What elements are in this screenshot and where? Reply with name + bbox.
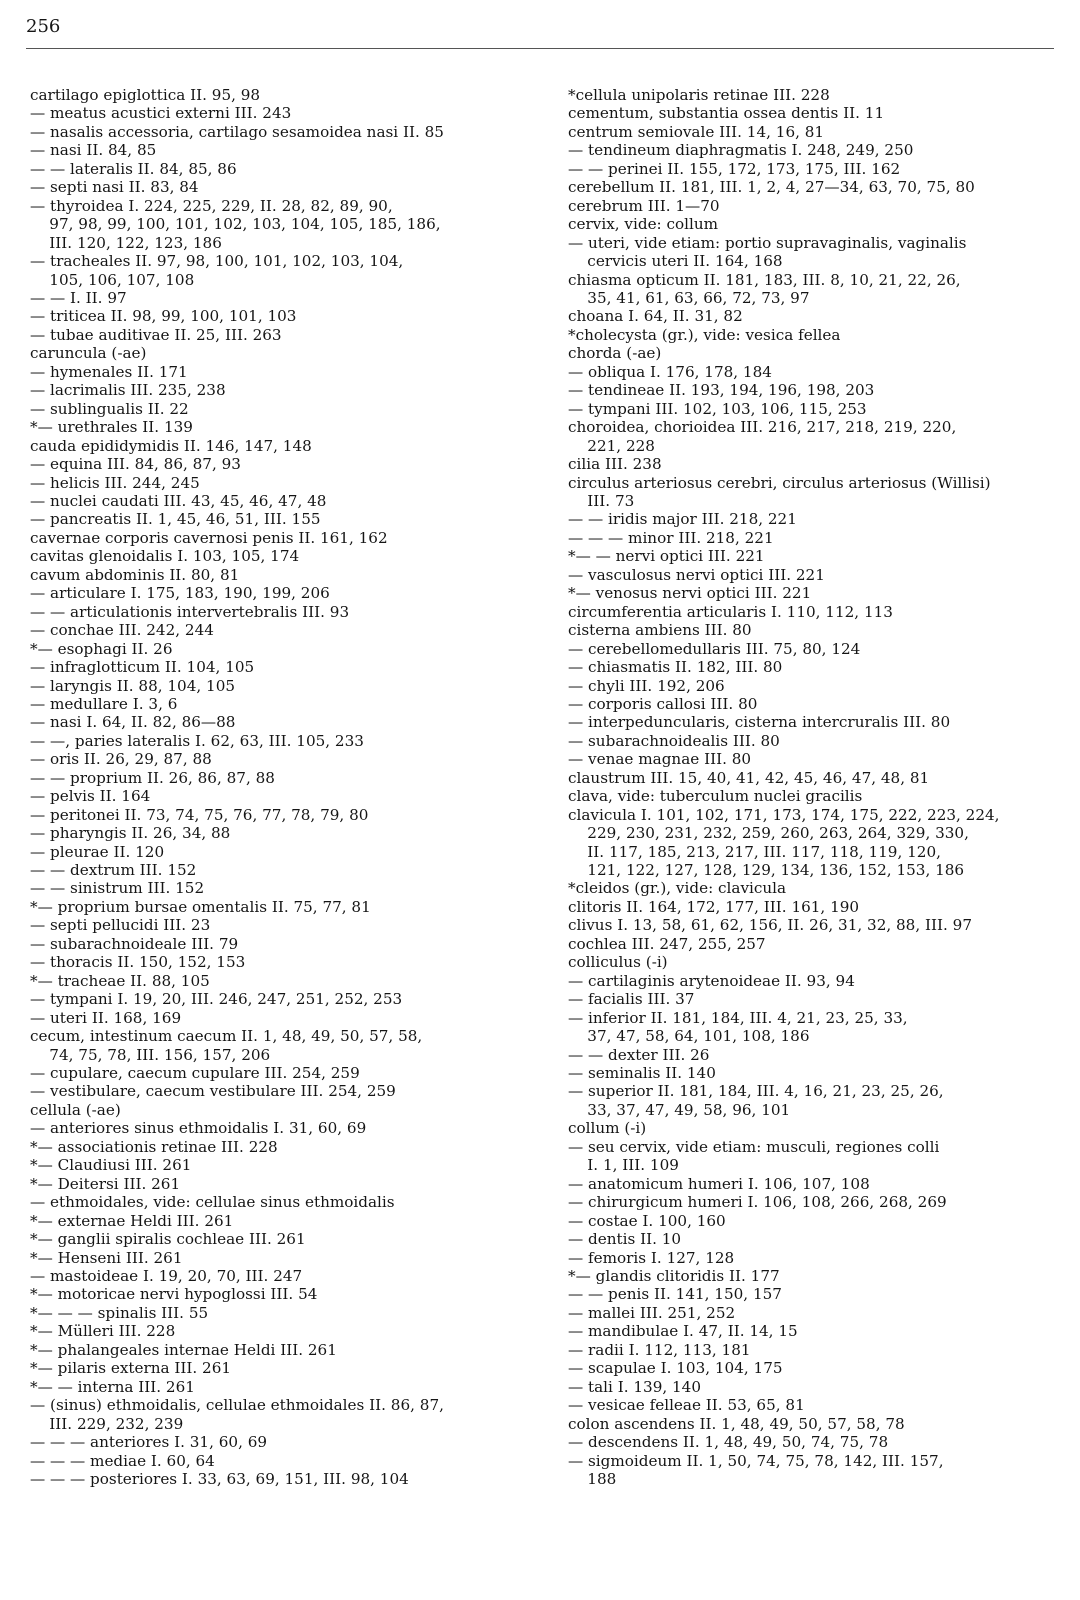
index-entry: — mandibulae I. 47, II. 14, 15 <box>568 1322 798 1341</box>
index-entry: — nasi II. 84, 85 <box>30 141 157 160</box>
index-entry: — tendineum diaphragmatis I. 248, 249, 250 <box>568 141 914 160</box>
index-entry: cauda epididymidis II. 146, 147, 148 <box>30 436 312 455</box>
index-entry: — facialis III. 37 <box>568 990 695 1009</box>
index-entry: — femoris I. 127, 128 <box>568 1248 735 1267</box>
index-entry: — medullare I. 3, 6 <box>30 694 178 713</box>
index-entry: — laryngis II. 88, 104, 105 <box>30 676 236 695</box>
index-entry: — uteri, vide etiam: portio supravaginalis, vaginalis <box>568 233 967 252</box>
index-entry: *cholecysta (gr.), vide: vesica fellea <box>568 325 841 344</box>
index-entry: *— externae Heldi III. 261 <box>30 1211 234 1230</box>
index-entry: — helicis III. 244, 245 <box>30 473 200 492</box>
index-entry: — infraglotticum II. 104, 105 <box>30 658 255 677</box>
index-entry: — cerebellomedullaris III. 75, 80, 124 <box>568 639 861 658</box>
index-entry: — superior II. 181, 184, III. 4, 16, 21, 23, 25, 26, <box>568 1082 944 1101</box>
index-entry: *— proprium bursae omentalis II. 75, 77, 81 <box>30 897 371 916</box>
index-entry: — conchae III. 242, 244 <box>30 621 214 640</box>
index-column-right <box>568 86 1068 1488</box>
index-entry: — anatomicum humeri I. 106, 107, 108 <box>568 1174 870 1193</box>
index-entry: chorda (-ae) <box>568 344 662 363</box>
index-entry: — nasalis accessoria, cartilago sesamoidea nasi II. 85 <box>30 122 444 141</box>
index-entry: — — I. II. 97 <box>30 288 127 307</box>
index-entry: cisterna ambiens III. 80 <box>568 621 752 640</box>
index-entry: *— phalangeales internae Heldi III. 261 <box>30 1340 337 1359</box>
index-entry: *— ganglii spiralis cochleae III. 261 <box>30 1230 306 1249</box>
index-entry: cervix, vide: collum <box>568 215 719 234</box>
index-entry: choana I. 64, II. 31, 82 <box>568 307 743 326</box>
index-entry: *— urethrales II. 139 <box>30 418 193 437</box>
index-entry: — anteriores sinus ethmoidalis I. 31, 60, 69 <box>30 1119 367 1138</box>
index-entry: claustrum III. 15, 40, 41, 42, 45, 46, 47, 48, 81 <box>568 768 930 787</box>
index-entry: — — proprium II. 26, 86, 87, 88 <box>30 768 275 787</box>
index-entry: — nuclei caudati III. 43, 45, 46, 47, 48 <box>30 491 327 510</box>
index-entry: cecum, intestinum caecum II. 1, 48, 49, 50, 57, 58, <box>30 1027 423 1046</box>
index-entry: — — iridis major III. 218, 221 <box>568 510 797 529</box>
index-entry: — — sinistrum III. 152 <box>30 879 205 898</box>
index-entry: 229, 230, 231, 232, 259, 260, 263, 264, 329, 330, <box>568 824 969 843</box>
index-entry: caruncula (-ae) <box>30 344 147 363</box>
index-entry: 221, 228 <box>568 436 655 455</box>
index-entry: — tendineae II. 193, 194, 196, 198, 203 <box>568 381 875 400</box>
index-entry: — chiasmatis II. 182, III. 80 <box>568 658 783 677</box>
index-entry: *— — — spinalis III. 55 <box>30 1303 209 1322</box>
index-entry: — pleurae II. 120 <box>30 842 165 861</box>
index-entry: — lacrimalis III. 235, 238 <box>30 381 226 400</box>
index-entry: — cartilaginis arytenoideae II. 93, 94 <box>568 971 855 990</box>
index-entry: circulus arteriosus cerebri, circulus arteriosus (Willisi) <box>568 473 991 492</box>
index-entry: — — lateralis II. 84, 85, 86 <box>30 159 237 178</box>
index-entry: 105, 106, 107, 108 <box>30 270 195 289</box>
index-entry: cerebellum II. 181, III. 1, 2, 4, 27—34, 63, 70, 75, 80 <box>568 178 975 197</box>
index-entry: — oris II. 26, 29, 87, 88 <box>30 750 212 769</box>
index-entry: — pharyngis II. 26, 34, 88 <box>30 824 231 843</box>
index-entry: — thyroidea I. 224, 225, 229, II. 28, 82, 89, 90, <box>30 196 393 215</box>
index-entry: — — — minor III. 218, 221 <box>568 528 774 547</box>
index-entry: — thoracis II. 150, 152, 153 <box>30 953 246 972</box>
index-entry: III. 229, 232, 239 <box>30 1414 184 1433</box>
index-entry: clava, vide: tuberculum nuclei gracilis <box>568 787 863 806</box>
index-entry: — chirurgicum humeri I. 106, 108, 266, 268, 269 <box>568 1193 947 1212</box>
index-entry: — tali I. 139, 140 <box>568 1377 702 1396</box>
index-entry: — — dexter III. 26 <box>568 1045 710 1064</box>
index-entry: — descendens II. 1, 48, 49, 50, 74, 75, 78 <box>568 1433 889 1452</box>
index-entry: 97, 98, 99, 100, 101, 102, 103, 104, 105, 185, 186, <box>30 215 441 234</box>
index-entry: — —, paries lateralis I. 62, 63, III. 105, 233 <box>30 731 364 750</box>
index-entry: — chyli III. 192, 206 <box>568 676 725 695</box>
index-entry: — hymenales II. 171 <box>30 362 188 381</box>
index-entry: 188 <box>568 1469 617 1488</box>
index-entry: *— associationis retinae III. 228 <box>30 1137 278 1156</box>
index-entry: — costae I. 100, 160 <box>568 1211 726 1230</box>
index-entry: — tubae auditivae II. 25, III. 263 <box>30 325 282 344</box>
index-entry: — triticea II. 98, 99, 100, 101, 103 <box>30 307 297 326</box>
index-entry: cellula (-ae) <box>30 1100 121 1119</box>
index-entry: — interpeduncularis, cisterna intercruralis III. 80 <box>568 713 951 732</box>
index-entry: — septi nasi II. 83, 84 <box>30 178 199 197</box>
index-entry: *— Henseni III. 261 <box>30 1248 183 1267</box>
index-entry: — tracheales II. 97, 98, 100, 101, 102, 103, 104, <box>30 252 404 271</box>
index-entry: cilia III. 238 <box>568 455 662 474</box>
index-entry: III. 73 <box>568 491 635 510</box>
index-entry: choroidea, chorioidea III. 216, 217, 218, 219, 220, <box>568 418 957 437</box>
index-entry: colliculus (-i) <box>568 953 668 972</box>
index-entry: — — perinei II. 155, 172, 173, 175, III. 162 <box>568 159 901 178</box>
index-entry: *— tracheae II. 88, 105 <box>30 971 210 990</box>
index-entry: — — articulationis intervertebralis III. 93 <box>30 602 350 621</box>
page-number: 256 <box>26 16 61 37</box>
index-entry: cavernae corporis cavernosi penis II. 161, 162 <box>30 528 388 547</box>
index-entry: — vesicae felleae II. 53, 65, 81 <box>568 1396 805 1415</box>
index-entry: — (sinus) ethmoidalis, cellulae ethmoidales II. 86, 87, <box>30 1396 444 1415</box>
index-entry: — peritonei II. 73, 74, 75, 76, 77, 78, 79, 80 <box>30 805 369 824</box>
index-entry: — meatus acustici externi III. 243 <box>30 104 292 123</box>
index-entry: clitoris II. 164, 172, 177, III. 161, 190 <box>568 897 860 916</box>
index-entry: cavitas glenoidalis I. 103, 105, 174 <box>30 547 300 566</box>
index-entry: *— motoricae nervi hypoglossi III. 54 <box>30 1285 318 1304</box>
index-entry: — pancreatis II. 1, 45, 46, 51, III. 155 <box>30 510 321 529</box>
index-entry: — mallei III. 251, 252 <box>568 1303 736 1322</box>
index-entry: 37, 47, 58, 64, 101, 108, 186 <box>568 1027 810 1046</box>
index-entry: cerebrum III. 1—70 <box>568 196 720 215</box>
index-entry: circumferentia articularis I. 110, 112, 113 <box>568 602 893 621</box>
index-entry: — inferior II. 181, 184, III. 4, 21, 23, 25, 33, <box>568 1008 908 1027</box>
index-entry: cementum, substantia ossea dentis II. 11 <box>568 104 885 123</box>
index-entry: cartilago epiglottica II. 95, 98 <box>30 86 261 104</box>
index-entry: — — penis II. 141, 150, 157 <box>568 1285 782 1304</box>
index-entry: *— Claudiusi III. 261 <box>30 1156 192 1175</box>
index-entry: clavicula I. 101, 102, 171, 173, 174, 175, 222, 223, 224, <box>568 805 1000 824</box>
index-entry: — subarachnoideale III. 79 <box>30 934 239 953</box>
index-entry: — dentis II. 10 <box>568 1230 682 1249</box>
index-entry: — tympani III. 102, 103, 106, 115, 253 <box>568 399 867 418</box>
index-entry: — vasculosus nervi optici III. 221 <box>568 565 825 584</box>
index-entry: *— — interna III. 261 <box>30 1377 195 1396</box>
index-entry: — — dextrum III. 152 <box>30 861 197 880</box>
index-entry: 35, 41, 61, 63, 66, 72, 73, 97 <box>568 288 810 307</box>
index-entry: *— pilaris externa III. 261 <box>30 1359 232 1378</box>
index-entry: *— Deitersi III. 261 <box>30 1174 181 1193</box>
index-entry: — equina III. 84, 86, 87, 93 <box>30 455 241 474</box>
index-entry: 121, 122, 127, 128, 129, 134, 136, 152, 153, 186 <box>568 861 965 880</box>
index-entry: — cupulare, caecum cupulare III. 254, 259 <box>30 1064 360 1083</box>
index-entry: — obliqua I. 176, 178, 184 <box>568 362 772 381</box>
index-entry: cavum abdominis II. 80, 81 <box>30 565 240 584</box>
index-entry: *— Mülleri III. 228 <box>30 1322 176 1341</box>
index-entry: — seminalis II. 140 <box>568 1064 716 1083</box>
index-entry: — scapulae I. 103, 104, 175 <box>568 1359 783 1378</box>
index-entry: — articulare I. 175, 183, 190, 199, 206 <box>30 584 330 603</box>
index-entry: chiasma opticum II. 181, 183, III. 8, 10, 21, 22, 26, <box>568 270 961 289</box>
index-entry: I. 1, III. 109 <box>568 1156 679 1175</box>
index-entry: — corporis callosi III. 80 <box>568 694 758 713</box>
index-entry: 74, 75, 78, III. 156, 157, 206 <box>30 1045 271 1064</box>
index-entry: III. 120, 122, 123, 186 <box>30 233 222 252</box>
index-entry: *— glandis clitoridis II. 177 <box>568 1267 780 1285</box>
index-entry: — venae magnae III. 80 <box>568 750 752 769</box>
index-entry: cochlea III. 247, 255, 257 <box>568 934 766 953</box>
index-entry: — — — anteriores I. 31, 60, 69 <box>30 1433 268 1452</box>
index-entry: — seu cervix, vide etiam: musculi, regiones colli <box>568 1137 940 1156</box>
index-entry: cervicis uteri II. 164, 168 <box>568 252 783 271</box>
index-entry: clivus I. 13, 58, 61, 62, 156, II. 26, 31, 32, 88, III. 97 <box>568 916 972 935</box>
index-entry: — sigmoideum II. 1, 50, 74, 75, 78, 142, III. 157, <box>568 1451 944 1470</box>
index-entry: 33, 37, 47, 49, 58, 96, 101 <box>568 1100 791 1119</box>
index-entry: *cellula unipolaris retinae III. 228 <box>568 86 830 104</box>
index-entry: *— venosus nervi optici III. 221 <box>568 584 812 603</box>
index-entry: *— esophagi II. 26 <box>30 639 173 658</box>
index-column-left <box>30 86 530 1488</box>
index-entry: — pelvis II. 164 <box>30 787 151 806</box>
index-entry: *cleidos (gr.), vide: clavicula <box>568 879 787 898</box>
index-entry: collum (-i) <box>568 1119 647 1138</box>
index-entry: *— — nervi optici III. 221 <box>568 547 765 566</box>
index-entry: — radii I. 112, 113, 181 <box>568 1340 751 1359</box>
index-entry: — nasi I. 64, II. 82, 86—88 <box>30 713 236 732</box>
index-entry: — — — mediae I. 60, 64 <box>30 1451 215 1470</box>
index-entry: II. 117, 185, 213, 217, III. 117, 118, 119, 120, <box>568 842 941 861</box>
index-entry: — — — posteriores I. 33, 63, 69, 151, III. 98, 104 <box>30 1469 409 1488</box>
index-entry: — uteri II. 168, 169 <box>30 1008 182 1027</box>
index-entry: — subarachnoidealis III. 80 <box>568 731 780 750</box>
index-entry: centrum semiovale III. 14, 16, 81 <box>568 122 825 141</box>
index-entry: — sublingualis II. 22 <box>30 399 189 418</box>
index-entry: — tympani I. 19, 20, III. 246, 247, 251, 252, 253 <box>30 990 403 1009</box>
index-entry: — septi pellucidi III. 23 <box>30 916 211 935</box>
index-entry: — ethmoidales, vide: cellulae sinus ethmoidalis <box>30 1193 395 1212</box>
index-entry: — vestibulare, caecum vestibulare III. 254, 259 <box>30 1082 396 1101</box>
index-entry: — mastoideae I. 19, 20, 70, III. 247 <box>30 1267 303 1285</box>
index-entry: colon ascendens II. 1, 48, 49, 50, 57, 58, 78 <box>568 1414 905 1433</box>
header-rule <box>26 48 1054 49</box>
